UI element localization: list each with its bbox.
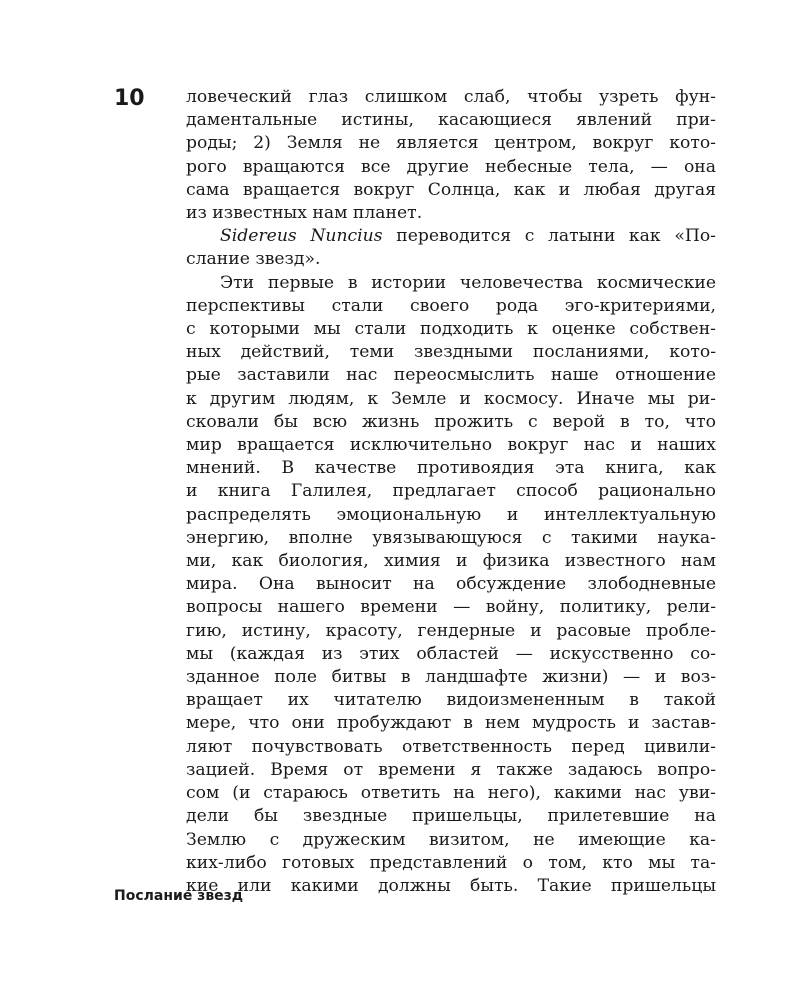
- text-line: мира. Она выносит на обсуждение злободневные: [186, 574, 716, 595]
- text-line: [186, 225, 716, 248]
- text-line: роды; 2) Земля не является центром, вокруг кото-: [186, 133, 716, 154]
- text-line: распределять эмоциональную и интеллектуальную: [186, 504, 716, 525]
- text-line: ляют почувствовать ответственность перед цивили-: [186, 736, 716, 757]
- text-line: ловеческий глаз слишком слаб, чтобы узреть фун-: [186, 87, 716, 107]
- page-number: 10: [114, 86, 145, 111]
- text-line: ных действий, теми звездными посланиями, кото-: [186, 342, 716, 363]
- text-line: Эти первые в истории человечества космические: [220, 272, 716, 293]
- text-line: мир вращается исключительно вокруг нас и наших: [186, 435, 716, 456]
- text-line: мнений. В качестве противоядия эта книга, как: [186, 458, 716, 479]
- text-line: рые заставили нас переосмыслить наше отношение: [186, 365, 716, 386]
- text-line: зацией. Время от времени я также задаюсь вопро-: [186, 759, 716, 780]
- text-line: зданное поле битвы в ландшафте жизни) — и воз-: [186, 667, 716, 688]
- text-line: мы (каждая из этих областей — искусственно со-: [186, 643, 716, 664]
- text-fragment: переводится с латыни как «По-: [382, 226, 716, 247]
- text-line: к другим людям, к Земле и космосу. Иначе мы ри-: [186, 388, 716, 409]
- text-line: сама вращается вокруг Солнца, как и любая другая: [186, 179, 716, 200]
- text-line: сковали бы всю жизнь прожить с верой в то, что: [186, 411, 716, 432]
- running-footer: Послание звезд: [114, 888, 244, 904]
- text-line: энергию, вполне увязывающуюся с такими наука-: [186, 527, 716, 548]
- text-line: вопросы нашего времени — войну, политику, рели-: [186, 597, 716, 618]
- text-line: Землю с дружеским визитом, не имеющие ка-: [186, 829, 716, 850]
- text-line: ких-либо готовых представлений о том, кто мы та-: [186, 852, 716, 873]
- text-line: перспективы стали своего рода эго-критериями,: [186, 295, 716, 316]
- text-line: слание звезд».: [186, 249, 321, 270]
- text-line: рого вращаются все другие небесные тела, — она: [186, 156, 716, 177]
- text-line: даментальные истины, касающиеся явлений при-: [186, 110, 716, 131]
- text-line: ми, как биология, химия и физика известного нам: [186, 551, 716, 572]
- book-title-italic: Sidereus Nuncius: [220, 226, 383, 247]
- text-line: с которыми мы стали подходить к оценке собствен-: [186, 319, 716, 340]
- body-text: [186, 86, 716, 898]
- text-line: сом (и стараюсь ответить на него), какими нас уви-: [186, 783, 716, 804]
- text-line: вращает их читателю видоизмененным в такой: [186, 690, 716, 711]
- text-line: кие или какими должны быть. Такие пришельцы: [186, 875, 716, 896]
- text-line: мере, что они пробуждают в нем мудрость и застав-: [186, 713, 716, 734]
- text-line: дели бы звездные пришельцы, прилетевшие на: [186, 806, 716, 827]
- text-line: и книга Галилея, предлагает способ рационально: [186, 481, 716, 502]
- text-line: гию, истину, красоту, гендерные и расовые пробле-: [186, 620, 716, 641]
- text-line: из известных нам планет.: [186, 203, 423, 224]
